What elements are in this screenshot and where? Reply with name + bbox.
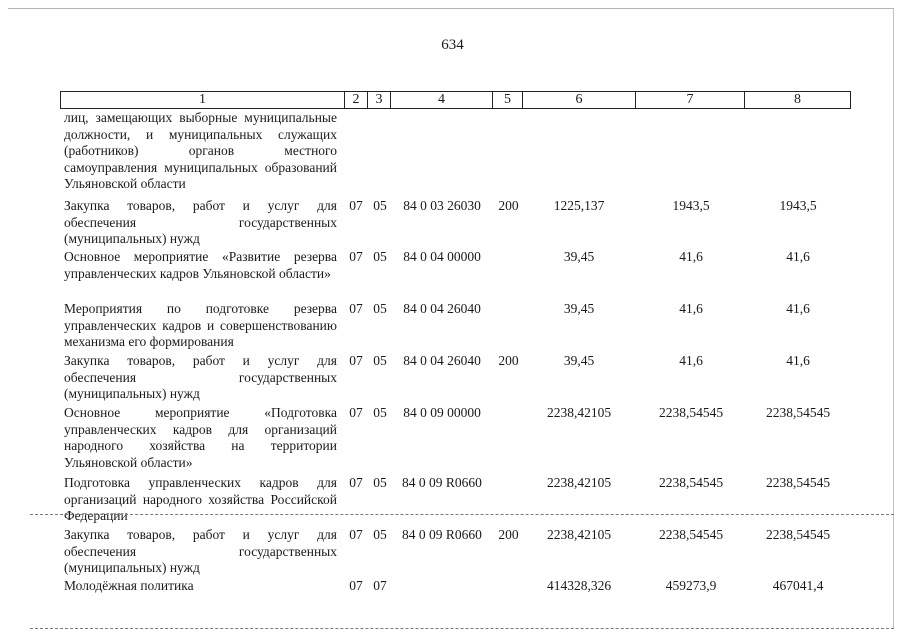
row-amount-2: 2238,54545 [658,527,724,542]
row-target-article: 84 0 04 26040 [403,353,481,368]
row-name: лиц, замещающих выборные муниципальные должности, и муниципальных служащих (работников) органов местного самоуправления муниципальных образований Ульяновской области [64,110,337,191]
row-target-article: 84 0 09 00000 [403,405,481,420]
row-name: Молодёжная политика [64,578,194,593]
row-amount-3: 41,6 [786,353,810,368]
row-section: 07 [349,249,363,264]
row-subsection: 05 [373,475,387,490]
row-amount-3: 41,6 [786,249,810,264]
row-target-article: 84 0 04 00000 [403,249,481,264]
row-subsection: 05 [373,301,387,316]
row-amount-2: 41,6 [679,301,703,316]
header-col-3: 3 [368,91,391,109]
row-subsection: 05 [373,249,387,264]
row-amount-1: 39,45 [563,353,595,368]
row-name: Основное мероприятие «Подготовка управленческих кадров для организаций народного хозяйства на территории Ульяновской области» [64,405,337,470]
row-section: 07 [349,578,363,593]
row-amount-2: 1943,5 [672,198,710,213]
row-name: Закупка товаров, работ и услуг для обеспечения государственных (муниципальных) нужд [64,198,337,246]
row-amount-1: 2238,42105 [546,475,612,490]
row-amount-1: 39,45 [563,249,595,264]
row-subsection: 05 [373,353,387,368]
scan-bottom-line [30,628,894,629]
row-name: Мероприятия по подготовке резерва управленческих кадров и совершенствованию механизма его формирования [64,301,337,349]
row-section: 07 [349,405,363,420]
row-section: 07 [349,353,363,368]
header-col-7: 7 [636,91,745,109]
row-section: 07 [349,527,363,542]
row-target-article: 84 0 09 R0660 [402,475,482,490]
row-target-article: 84 0 09 R0660 [402,527,482,542]
row-name: Закупка товаров, работ и услуг для обеспечения государственных (муниципальных) нужд [64,353,337,401]
row-amount-3: 2238,54545 [765,475,831,490]
row-target-article: 84 0 04 26040 [403,301,481,316]
row-amount-3: 1943,5 [779,198,817,213]
row-amount-1: 39,45 [563,301,595,316]
row-amount-2: 41,6 [679,353,703,368]
row-name: Закупка товаров, работ и услуг для обеспечения государственных (муниципальных) нужд [64,527,337,575]
row-amount-2: 2238,54545 [658,405,724,420]
row-target-article: 84 0 03 26030 [403,198,481,213]
header-col-8: 8 [745,91,851,109]
header-col-5: 5 [493,91,523,109]
row-amount-1: 414328,326 [546,578,612,593]
row-amount-3: 41,6 [786,301,810,316]
row-name: Подготовка управленческих кадров для организаций народного хозяйства Российской Федерации [64,475,337,523]
row-amount-1: 1225,137 [553,198,605,213]
row-section: 07 [349,301,363,316]
row-subsection: 05 [373,405,387,420]
scan-divider-line [30,514,894,515]
header-col-2: 2 [345,91,368,109]
row-expense-type: 200 [498,198,519,213]
row-amount-2: 2238,54545 [658,475,724,490]
header-col-1: 1 [60,91,345,109]
row-amount-3: 2238,54545 [765,405,831,420]
row-name: Основное мероприятие «Развитие резерва управленческих кадров Ульяновской области» [64,249,337,281]
row-subsection: 05 [373,527,387,542]
row-section: 07 [349,475,363,490]
row-amount-1: 2238,42105 [546,405,612,420]
row-amount-3: 467041,4 [772,578,824,593]
page-number: 634 [441,37,464,53]
header-col-6: 6 [523,91,636,109]
header-col-4: 4 [391,91,493,109]
row-subsection: 05 [373,198,387,213]
row-expense-type: 200 [498,353,519,368]
row-expense-type: 200 [498,527,519,542]
row-section: 07 [349,198,363,213]
table-header [60,91,851,109]
row-amount-3: 2238,54545 [765,527,831,542]
row-amount-2: 41,6 [679,249,703,264]
row-amount-1: 2238,42105 [546,527,612,542]
row-amount-2: 459273,9 [665,578,717,593]
row-subsection: 07 [373,578,387,593]
